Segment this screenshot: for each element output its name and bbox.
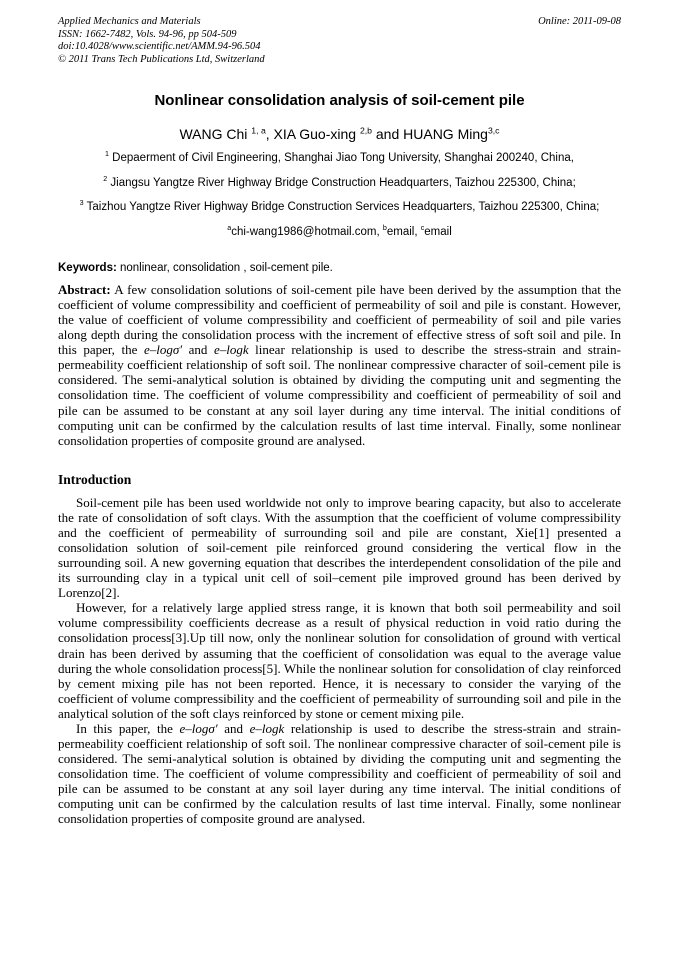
keywords-label: Keywords: [58, 261, 117, 274]
affiliation-1: $^1$ Depaerment of Civil Engineering, Shanghai Jiao Tong University, Shanghai 200240, China, [105, 150, 574, 165]
paper-title: Nonlinear consolidation analysis of soil-cement pile [154, 92, 525, 110]
abstract-label: Abstract: [58, 281, 111, 297]
section-heading-introduction: Introduction [58, 471, 132, 487]
journal-issn-line: ISSN: 1662-7482, Vols. 94-96, pp 504-509 [58, 28, 237, 40]
affiliation-2: $^2$ Jiangsu Yangtze River Highway Bridge Construction Headquarters, Taizhou 225300, China; [103, 175, 576, 189]
affiliation-3: $^3$ Taizhou Yangtze River Highway Bridge Construction Services Headquarters, Taizhou 225300, China; [79, 199, 600, 214]
keywords-text: nonlinear, consolidation , soil-cement pile. [116, 261, 333, 274]
intro-paragraph-1: Soil-cement pile has been used worldwide not only to improve bearing capacity, but also to accelerate the rate of consolidation of soft clays. With the assumption that the coefficient of volume compressibility and the coefficient of permeability of surrounding soil and pile are constant, Xie[1] presented a consolidation solution of soil-cement pile reinforced ground considering the vertical flow in the surrounding soil. A new governing equation that describes the interdependent consolidation of the pile and its surrounding clay in a typical unit cell of soil–cement pile improved ground has been derived by Lorenzo[2]. [58, 494, 621, 601]
abstract-text: A few consolidation solutions of soil-cement pile have been derived by the assumption that the coefficient of volume compressibility and coefficient of permeability of soil and pile is constant. However, the value of coefficient of volume compressibility and coefficient of permeability of soil and pile varies along depth during the consolidation process with the increment of effective stress of soft soil and pile. In this paper, the e–logσ′ and e–logk linear relationship is used to describe the stress-strain and strain-permeability coefficient relationship of soft soil. The nonlinear compressive character of soil-cement pile is considered. The semi-analytical solution is obtained by dividing the computing unit and segmenting the consolidation time. The coefficient of volume compressibility and coefficient of permeability of soil and pile can be assumed to be constant at any soil layer during any time interval. The initial conditions of computing unit can be confirmed by the calculation results of last time interval. Finally, some nonlinear consolidation properties of composite ground are analysed. [58, 281, 622, 448]
author-emails-line: $^a$chi-wang1986@hotmail.com, $^b$email, $^c$email [227, 224, 452, 238]
authors-line: WANG Chi $^{1, a}$, XIA Guo-xing $^{2,b}$ and HUANG Ming$^{3,c}$ [179, 125, 500, 143]
online-date: Online: 2011-09-08 [538, 16, 621, 27]
journal-name: Applied Mechanics and Materials [58, 16, 201, 27]
journal-header-left [58, 16, 265, 66]
abstract-paragraph [58, 282, 621, 448]
intro-paragraph-3: In this paper, the e–logσ′ and e–logk relationship is used to describe the stress-strain and strain-permeability coefficient relationship of soft soil. The nonlinear compressive character of soil-cement pile is considered. The semi-analytical solution is obtained by dividing the computing unit and segmenting the consolidation time. The coefficient of volume compressibility and coefficient of permeability of soil and pile can be assumed to be constant at any soil layer during any time interval. The initial conditions of computing unit can be confirmed by the calculation results of last time interval. Finally, some nonlinear consolidation properties of composite ground are analysed. [58, 720, 621, 827]
journal-doi-line: doi:10.4028/www.scientific.net/AMM.94-96.504 [58, 41, 261, 53]
journal-header [58, 16, 621, 66]
keywords-line [58, 262, 621, 274]
intro-paragraph-2: However, for a relatively large applied stress range, it is known that both soil permeability and soil volume compressibility coefficients decrease as a result of physical reduction in void ratio during the consolidation process[3].Up till now, only the nonlinear solution for consolidation of ground with vertical drain has been derived by assuming that the coefficient of consolidation was equal to the average value during the whole consolidation process[5]. While the nonlinear solution for consolidation of clay reinforced by cement mixing pile has not been reported. Hence, it is necessary to consider the varying of the coefficient of volume compressibility and the coefficient of permeability of surrounding soil and pile in the analytical solution of the soft clays reinforced by stone or cement mixing pile. [58, 600, 621, 721]
journal-copyright-line: © 2011 Trans Tech Publications Ltd, Switzerland [58, 53, 265, 65]
